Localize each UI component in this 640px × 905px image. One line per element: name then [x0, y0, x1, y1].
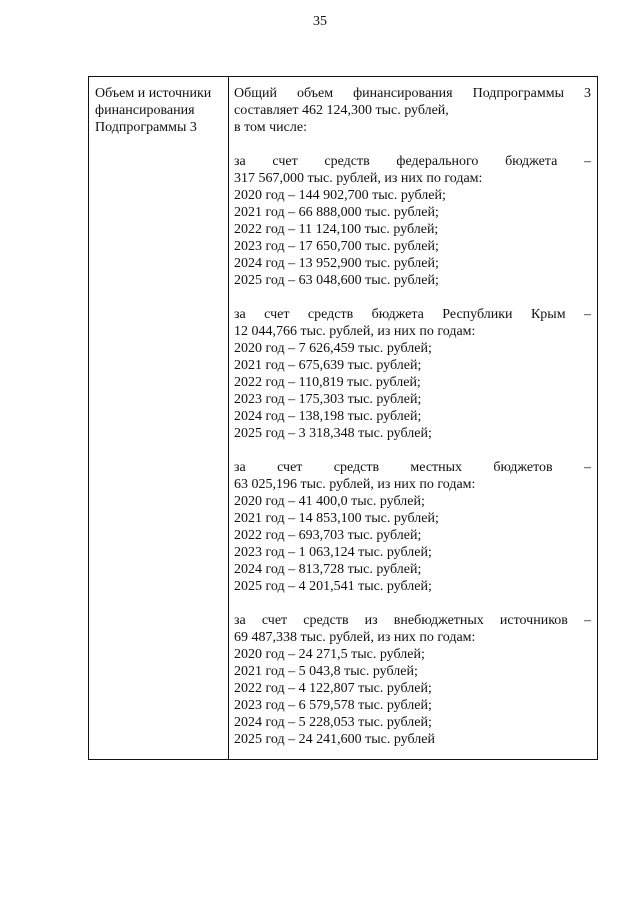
section-spacer: [234, 595, 591, 612]
section-title: за счет средств федерального бюджета –: [234, 154, 591, 169]
year-amount-line: 2022 год – 4 122,807 тыс. рублей;: [234, 681, 432, 696]
section-title: за счет средств местных бюджетов –: [234, 460, 591, 475]
section-spacer: [234, 136, 591, 153]
year-amount-line: 2025 год – 63 048,600 тыс. рублей;: [234, 273, 439, 288]
year-amount-line: 2021 год – 66 888,000 тыс. рублей;: [234, 205, 439, 220]
year-amount-line: 2022 год – 693,703 тыс. рублей;: [234, 528, 422, 543]
section-title: за счет средств бюджета Республики Крым –: [234, 307, 591, 322]
year-amount-line: 2020 год – 41 400,0 тыс. рублей;: [234, 494, 425, 509]
year-amount-line: 2024 год – 138,198 тыс. рублей;: [234, 409, 422, 424]
section-spacer: [234, 442, 591, 459]
section-total: 317 567,000 тыс. рублей, из них по годам:: [234, 171, 483, 186]
funding-section: [234, 442, 591, 595]
year-amount-line: 2024 год – 813,728 тыс. рублей;: [234, 562, 422, 577]
page-number: 35: [313, 14, 327, 29]
year-amount-line: 2025 год – 4 201,541 тыс. рублей;: [234, 579, 432, 594]
section-spacer: [234, 289, 591, 306]
label-line-1: Объем и источники: [95, 86, 212, 101]
label-line-2: финансирования: [95, 103, 195, 118]
year-amount-line: 2024 год – 13 952,900 тыс. рублей;: [234, 256, 439, 271]
section-total: 69 487,338 тыс. рублей, из них по годам:: [234, 630, 476, 645]
year-amount-line: 2022 год – 11 124,100 тыс. рублей;: [234, 222, 439, 237]
year-amount-line: 2024 год – 5 228,053 тыс. рублей;: [234, 715, 432, 730]
financing-table: [88, 76, 598, 760]
funding-sections: [234, 136, 591, 748]
table-label-cell: [89, 77, 229, 759]
intro-line-2: составляет 462 124,300 тыс. рублей,: [234, 103, 449, 118]
year-amount-line: 2023 год – 17 650,700 тыс. рублей;: [234, 239, 439, 254]
year-amount-line: 2023 год – 1 063,124 тыс. рублей;: [234, 545, 432, 560]
year-amount-line: 2020 год – 24 271,5 тыс. рублей;: [234, 647, 425, 662]
section-title: за счет средств из внебюджетных источников –: [234, 613, 591, 628]
funding-section: [234, 595, 591, 748]
year-amount-line: 2021 год – 5 043,8 тыс. рублей;: [234, 664, 418, 679]
section-total: 12 044,766 тыс. рублей, из них по годам:: [234, 324, 476, 339]
intro-line-3: в том числе:: [234, 120, 307, 135]
year-amount-line: 2025 год – 24 241,600 тыс. рублей: [234, 732, 435, 747]
year-amount-line: 2021 год – 14 853,100 тыс. рублей;: [234, 511, 439, 526]
year-amount-line: 2020 год – 144 902,700 тыс. рублей;: [234, 188, 446, 203]
funding-section: [234, 289, 591, 442]
intro-line-1: Общий объем финансирования Подпрограммы 3: [234, 86, 591, 101]
year-amount-line: 2021 год – 675,639 тыс. рублей;: [234, 358, 422, 373]
label-line-3: Подпрограммы 3: [95, 120, 197, 135]
funding-section: [234, 136, 591, 289]
year-amount-line: 2023 год – 175,303 тыс. рублей;: [234, 392, 422, 407]
year-amount-line: 2020 год – 7 626,459 тыс. рублей;: [234, 341, 432, 356]
table-content-cell: [229, 77, 597, 759]
year-amount-line: 2025 год – 3 318,348 тыс. рублей;: [234, 426, 432, 441]
year-amount-line: 2022 год – 110,819 тыс. рублей;: [234, 375, 421, 390]
section-total: 63 025,196 тыс. рублей, из них по годам:: [234, 477, 476, 492]
year-amount-line: 2023 год – 6 579,578 тыс. рублей;: [234, 698, 432, 713]
